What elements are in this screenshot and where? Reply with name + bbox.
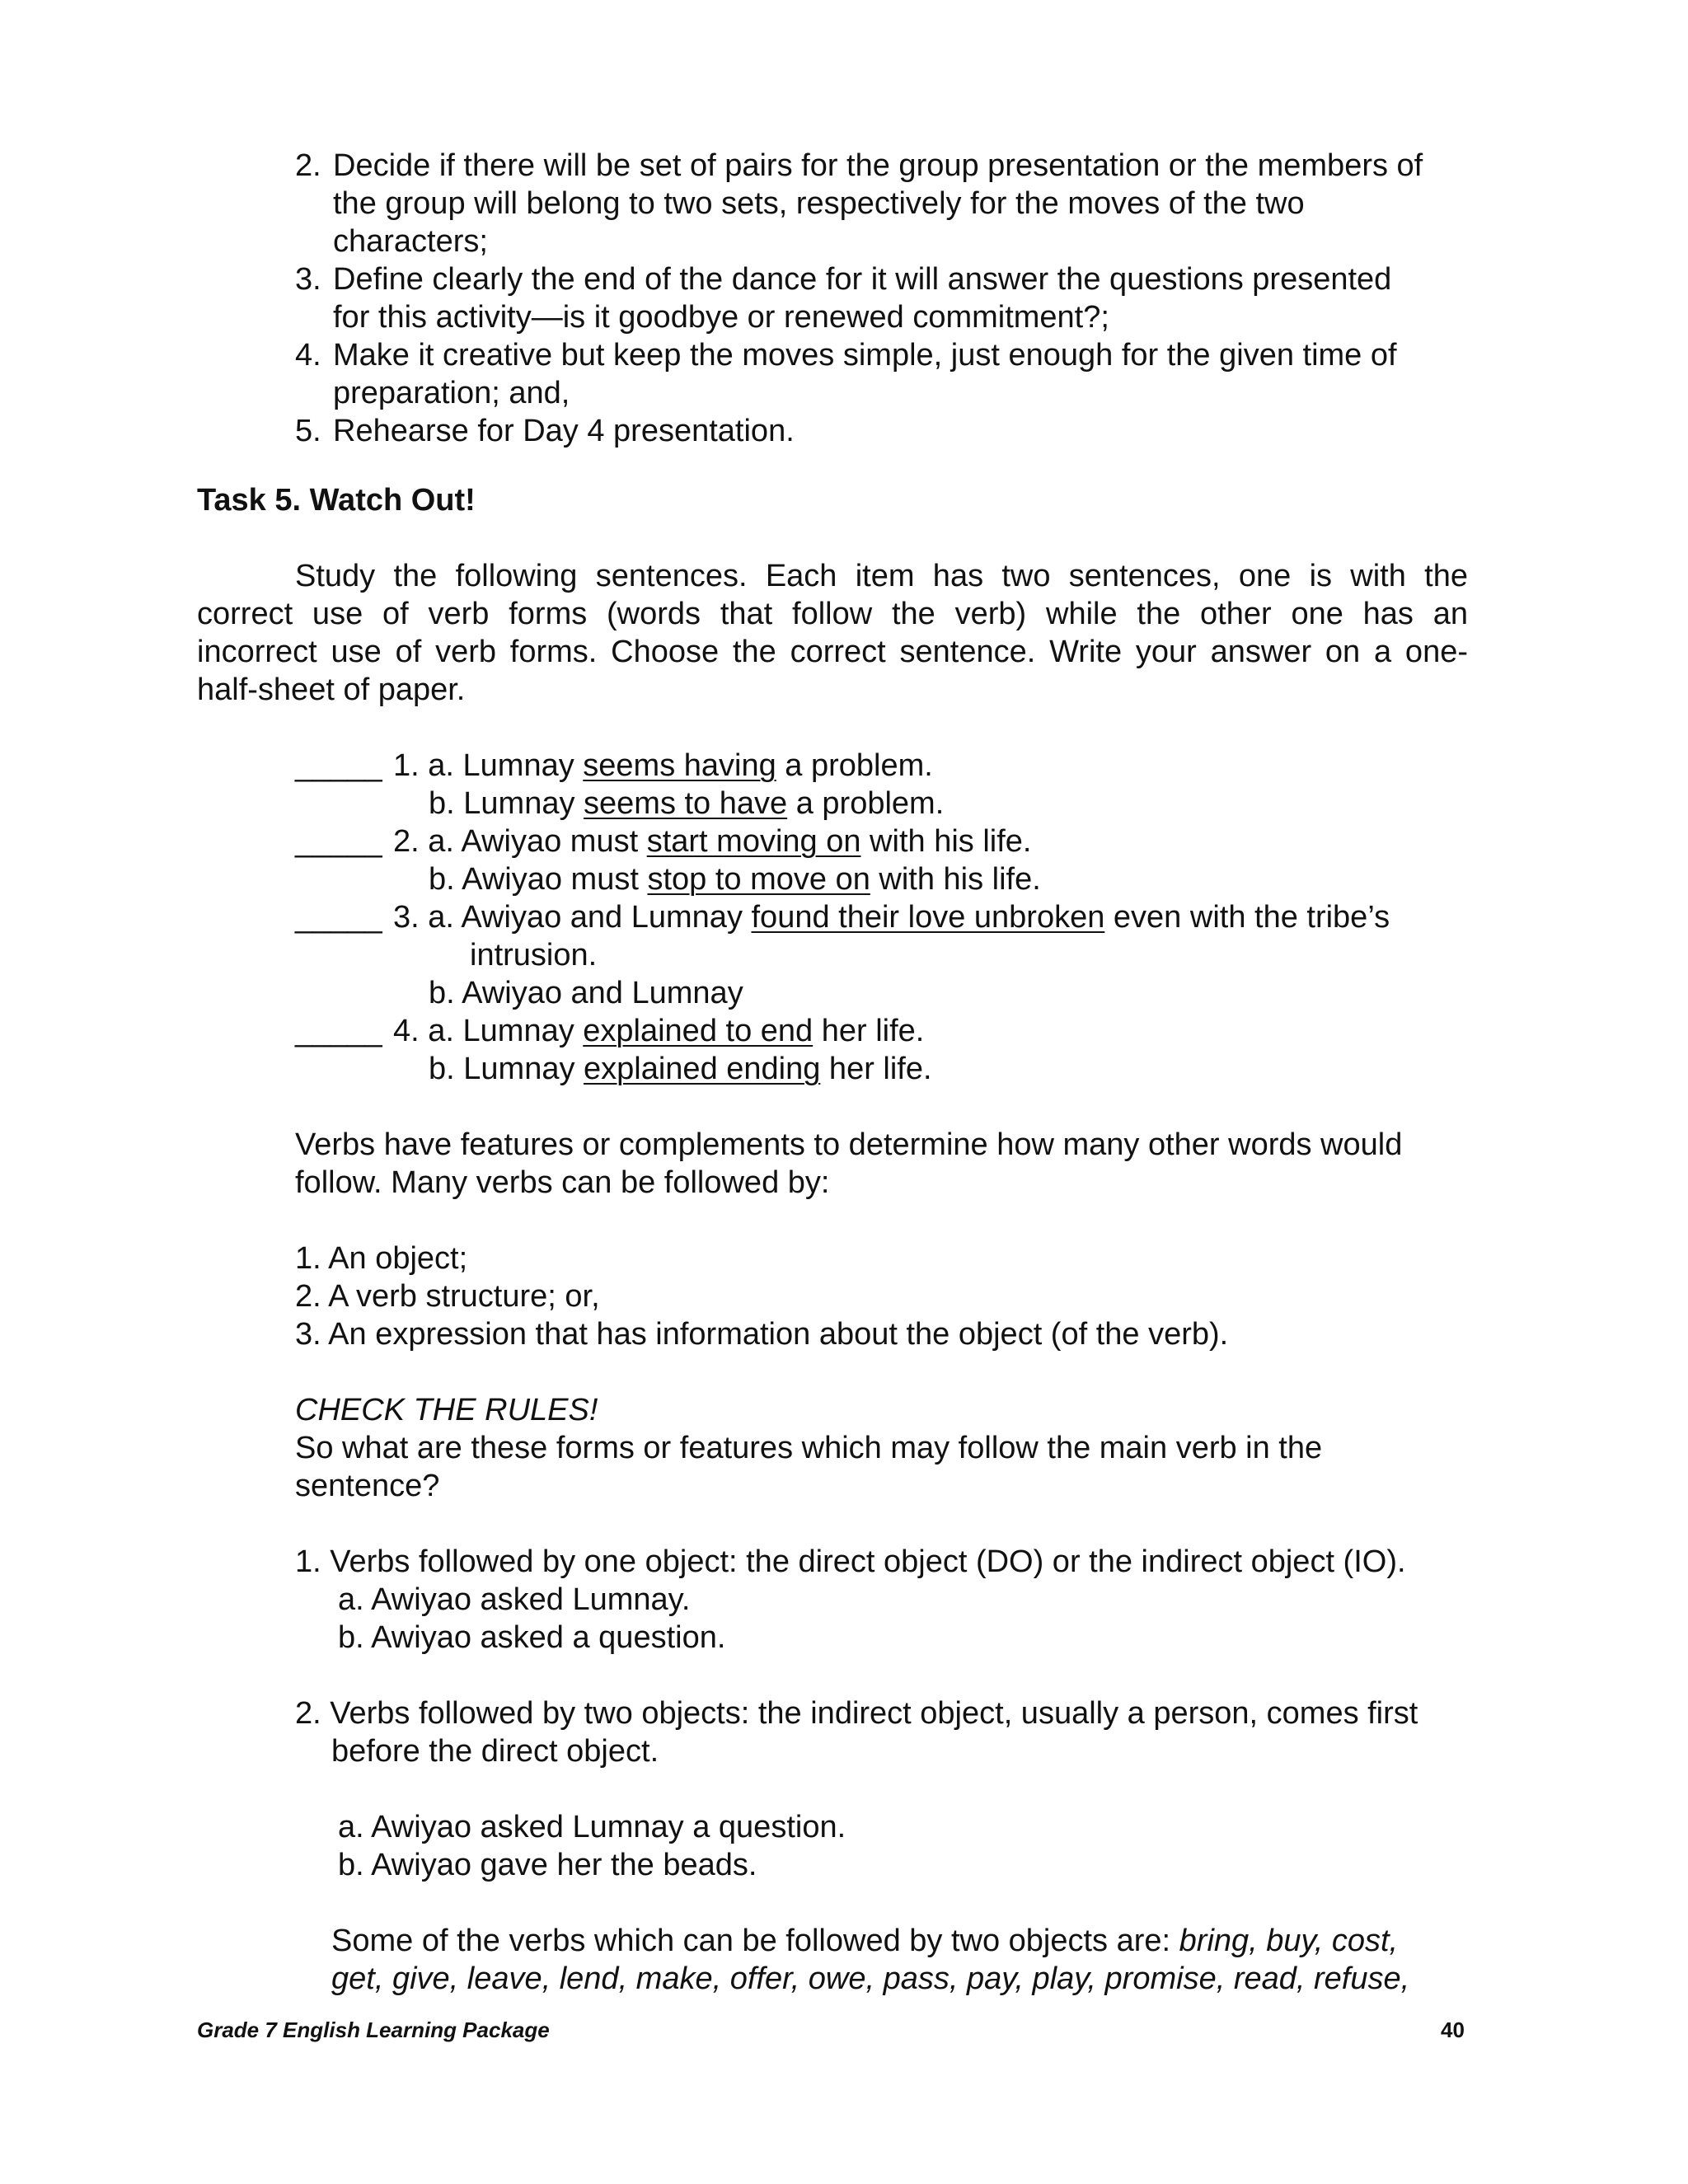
page-number: 40 [1441, 2018, 1465, 2042]
verbs-intro-line-1: Verbs have features or complements to determine how many other words would [295, 1127, 1403, 1162]
instructions-line-3: incorrect use of verb forms. Choose the correct sentence. Write your answer on a one- [197, 635, 1468, 669]
rule-2-example-a: a. Awiyao asked Lumnay a question. [338, 1810, 846, 1844]
rules-heading: CHECK THE RULES! [295, 1393, 598, 1427]
two-object-verbs-line-1: Some of the verbs which can be followed by two objects are: bring, buy, cost, [331, 1924, 1399, 1958]
step-5-line-1: Rehearse for Day 4 presentation. [333, 414, 795, 448]
rules-question-line-1: So what are these forms or features which may follow the main verb in the [295, 1431, 1323, 1465]
item-2-a: 2. a. Awiyao must start moving on with his life. [393, 824, 1032, 859]
rule-2-example-b: b. Awiyao gave her the beads. [338, 1848, 757, 1882]
step-2-line-3: characters; [333, 224, 488, 259]
step-4-line-1: Make it creative but keep the moves simple, just enough for the given time of [333, 338, 1397, 373]
footer-title: Grade 7 English Learning Package [197, 2018, 550, 2042]
step-4-number: 4. [295, 338, 321, 373]
step-2-line-2: the group will belong to two sets, respectively for the moves of the two [333, 186, 1305, 221]
item-1-b: b. Lumnay seems to have a problem. [429, 786, 945, 821]
step-5-number: 5. [295, 414, 321, 448]
task-heading: Task 5. Watch Out! [197, 483, 476, 518]
step-3-line-1: Define clearly the end of the dance for it will answer the questions presented [333, 262, 1392, 297]
step-2-line-1: Decide if there will be set of pairs for the group presentation or the members of [333, 148, 1423, 183]
rule-1-title: 1. Verbs followed by one object: the direct object (DO) or the indirect object (IO). [295, 1544, 1406, 1579]
item-3-b: b. Awiyao and Lumnay [429, 976, 743, 1010]
answer-blank[interactable]: _____ [295, 900, 382, 935]
rule-2-title-line-1: 2. Verbs followed by two objects: the indirect object, usually a person, comes first [295, 1696, 1418, 1731]
item-4-a: 4. a. Lumnay explained to end her life. [393, 1014, 925, 1048]
instructions-line-4: half-sheet of paper. [197, 673, 466, 707]
follow-list-item: 2. A verb structure; or, [295, 1279, 600, 1314]
verbs-intro-line-2: follow. Many verbs can be followed by: [295, 1165, 830, 1200]
item-1-a: 1. a. Lumnay seems having a problem. [393, 748, 933, 783]
step-2-number: 2. [295, 148, 321, 183]
follow-list-item: 1. An object; [295, 1241, 468, 1276]
rules-question-line-2: sentence? [295, 1469, 440, 1503]
item-2-b: b. Awiyao must stop to move on with his life. [429, 862, 1041, 897]
rule-1-example-a: a. Awiyao asked Lumnay. [338, 1582, 691, 1617]
step-3-line-2: for this activity—is it goodbye or renewed commitment?; [333, 300, 1109, 335]
answer-blank[interactable]: _____ [295, 748, 382, 783]
rule-1-example-b: b. Awiyao asked a question. [338, 1620, 726, 1655]
rule-2-title-line-2: before the direct object. [331, 1734, 659, 1769]
answer-blank[interactable]: _____ [295, 1014, 382, 1048]
item-4-b: b. Lumnay explained ending her life. [429, 1052, 932, 1086]
two-object-verbs-line-2: get, give, leave, lend, make, offer, owe, pass, pay, play, promise, read, refuse, [331, 1961, 1410, 1996]
instructions-line-1: Study the following sentences. Each item has two sentences, one is with the [295, 559, 1468, 593]
answer-blank[interactable]: _____ [295, 824, 382, 859]
item-3-a: 3. a. Awiyao and Lumnay found their love unbroken even with the tribe’s [393, 900, 1390, 935]
step-4-line-2: preparation; and, [333, 376, 570, 410]
item-3-a-continued: intrusion. [470, 938, 598, 972]
step-3-number: 3. [295, 262, 321, 297]
follow-list-item: 3. An expression that has information about the object (of the verb). [295, 1317, 1229, 1352]
instructions-line-2: correct use of verb forms (words that follow the verb) while the other one has an [197, 597, 1468, 631]
